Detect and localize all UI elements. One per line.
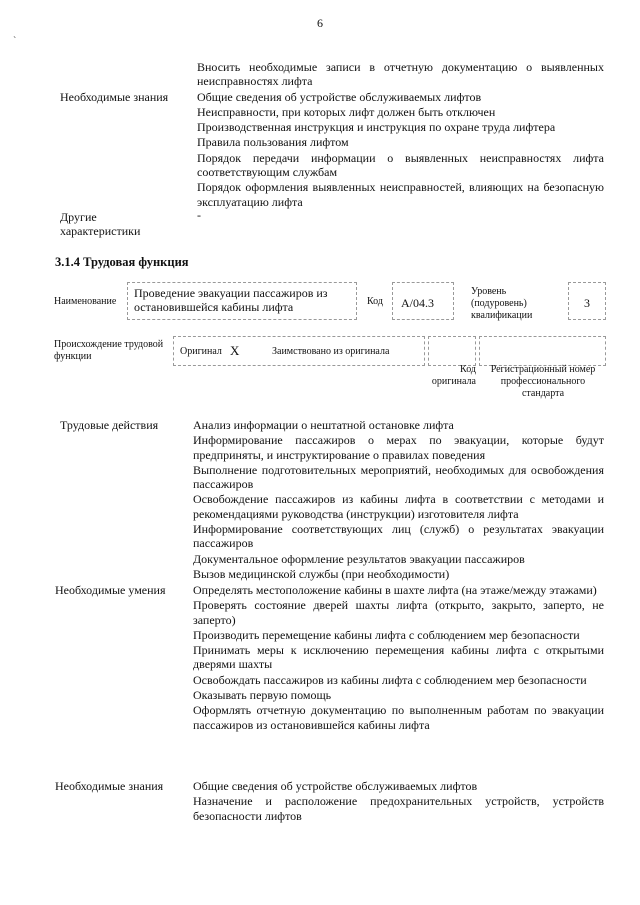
code-box [392,282,454,320]
origin-code-box [428,336,476,366]
borrowed-label: Заимствовано из оригинала [272,346,390,357]
list-item: Оформлять отчетную документацию по выполненным работам по эвакуации пассажиров из остановившейся кабины лифта [193,703,604,732]
list-item: Правила пользования лифтом [197,135,349,150]
list-item: Информирование соответствующих лиц (служб) о результатах эвакуации пассажиров [193,522,604,551]
original-mark: Х [230,343,240,358]
top-knowledge-list [197,60,604,210]
list-item: Назначение и расположение предохранительных устройств, устройств безопасности лифтов [193,794,604,823]
reg-number-box [479,336,606,366]
origin-label: Происхождение трудовой функции [54,339,164,362]
name-box [127,282,357,320]
list-item: Освобождать пассажиров из кабины лифта с соблюдением мер безопасности [193,672,587,687]
level-box [568,282,606,320]
list-item: Производить перемещение кабины лифта с соблюдением мер безопасности [193,627,580,642]
list-item: Документальное оформление результатов эвакуации пассажиров [193,551,525,566]
code-label: Код [367,296,383,307]
list-item: Общие сведения об устройстве обслуживаемых лифтов [193,779,478,793]
list-item: Выполнение подготовительных мероприятий, необходимых для освобождения пассажиров [193,462,604,492]
original-label: Оригинал [180,346,222,357]
origin-box [173,336,425,366]
list-item: Оказывать первую помощь [193,688,332,703]
section-title: 3.1.4 Трудовая функция [55,255,189,269]
list-item: Производственная инструкция и инструкция по охране труда лифтера [197,120,556,135]
top-knowledge-label: Необходимые знания [60,90,169,104]
function-name: Проведение эвакуации пассажиров из остановившейся кабины лифта [134,286,328,314]
skills-list [193,583,604,733]
function-code: А/04.3 [401,296,434,310]
knowledge-list [193,779,604,824]
skills-label: Необходимые умения [55,583,166,597]
list-item: Проверять состояние дверей шахты лифта (открыто, закрыто, заперто, не заперто) [193,598,604,627]
list-item: Порядок передачи информации о выявленных неисправностях лифта соответствующим службам [197,150,604,180]
list-item: Вносить необходимые записи в отчетную документацию о выявленных неисправностях лифта [197,60,604,89]
list-item: Вызов медицинской службы (при необходимости) [193,566,450,581]
list-item: Принимать меры к исключению перемещения кабины лифта с открытыми дверями шахты [193,643,604,672]
list-item: Порядок оформления выявленных неисправностей, влияющих на безопасную эксплуатацию лифта [197,180,604,209]
level-value: 3 [584,296,590,310]
actions-label: Трудовые действия [60,418,159,432]
other-characteristics-value: - [197,208,201,222]
name-label: Наименование [54,296,117,307]
reg-number-caption: Регистрационный номер профессионального стандарта [490,364,596,399]
list-item: Освобождение пассажиров из кабины лифта в соответствии с методами и рекомендациями руководства (инструкции) изготовителя лифта [193,492,604,521]
list-item: Определять местоположение кабины в шахте лифта (на этаже/между этажами) [193,583,597,597]
knowledge-label: Необходимые знания [55,779,164,793]
list-item: Неисправности, при которых лифт должен быть отключен [197,104,496,119]
other-characteristics-label: Другие характеристики [60,210,141,238]
origin-code-caption: Код оригинала [431,364,476,387]
actions-list [193,418,604,582]
corner-mark: ` [13,36,17,47]
list-item: Общие сведения об устройстве обслуживаемых лифтов [197,89,482,104]
list-item: Анализ информации о нештатной остановке лифта [193,418,454,432]
list-item: Информирование пассажиров о мерах по эвакуации, которые будут предприняты, и инструктирование о правилах поведения [193,433,604,462]
page-number: 6 [317,16,323,30]
level-label: Уровень (подуровень) квалификации [471,286,533,321]
